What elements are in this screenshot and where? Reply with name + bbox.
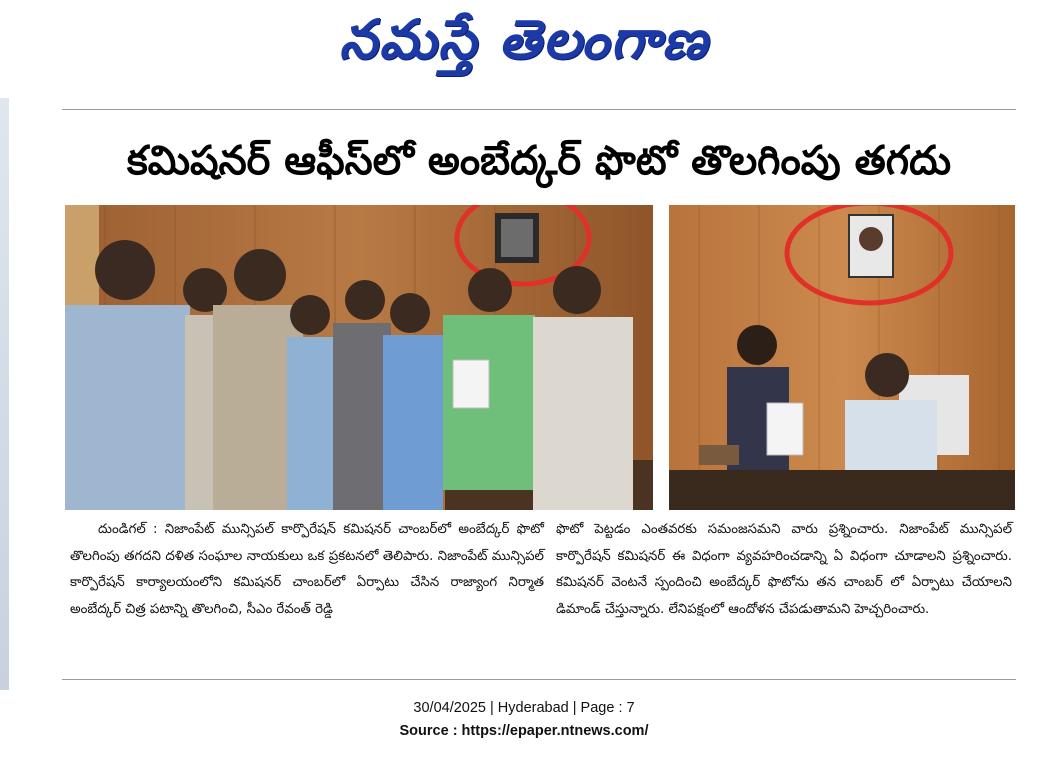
photo-petition-illustration [65, 205, 653, 510]
photo-petition-handover [65, 205, 653, 510]
article-headline: కమిషనర్ ఆఫీస్‌లో అంబేద్కర్ ఫొటో తొలగింపు తగదు [126, 138, 952, 184]
article-column-left: దుండిగల్ : నిజాంపేట్ మున్సిపల్ కార్పొరేషన్ కమిషనర్ చాంబర్‌లో అంబేద్కర్ ఫొటో తొలగింపు తగదని దళిత సంఘాల నాయకులు ఒక ప్రకటనలో తెలిపారు. నిజాంపేట్ మున్సిపల్ కార్పొరేషన్ కార్యాలయంలోని కమిషనర్ చాంబర్‌లో ఏర్పాటు చేసిన రాజ్యాంగ నిర్మాత అంబేద్కర్ చిత్ర పటాన్ని తొలగించి, సీఎం రేవంత్ రెడ్డి [70, 522, 544, 617]
photo-commissioner-office [669, 205, 1015, 510]
page-edge-strip [0, 98, 9, 690]
source-line: Source : https://epaper.ntnews.com/ [399, 723, 649, 739]
edition-info: 30/04/2025 | Hyderabad | Page : 7 [413, 700, 635, 716]
article-column-right: ఫొటో పెట్టడం ఎంతవరకు సమంజసమని వారు ప్రశ్నించారు. నిజాంపేట్ మున్సిపల్ కార్పొరేషన్ కమిషనర్ ఈ విధంగా వ్యవహరించడాన్ని ఏ విధంగా చూడాలని ప్రశ్నించారు. కమిషనర్ వెంటనే స్పందించి అంబేద్కర్ ఫొటోను తన చాంబర్ లో ఏర్పాటు చేయాలని డిమాండ్ చేస్తున్నారు. లేనిపక్షంలో ఆందోళన చేపడుతామని హెచ్చరించారు. [556, 522, 1012, 617]
photo-office-illustration [669, 205, 1015, 510]
bottom-divider [62, 679, 1016, 680]
newspaper-masthead: నమస్తే తెలంగాణ [339, 8, 709, 71]
top-divider [62, 109, 1016, 110]
